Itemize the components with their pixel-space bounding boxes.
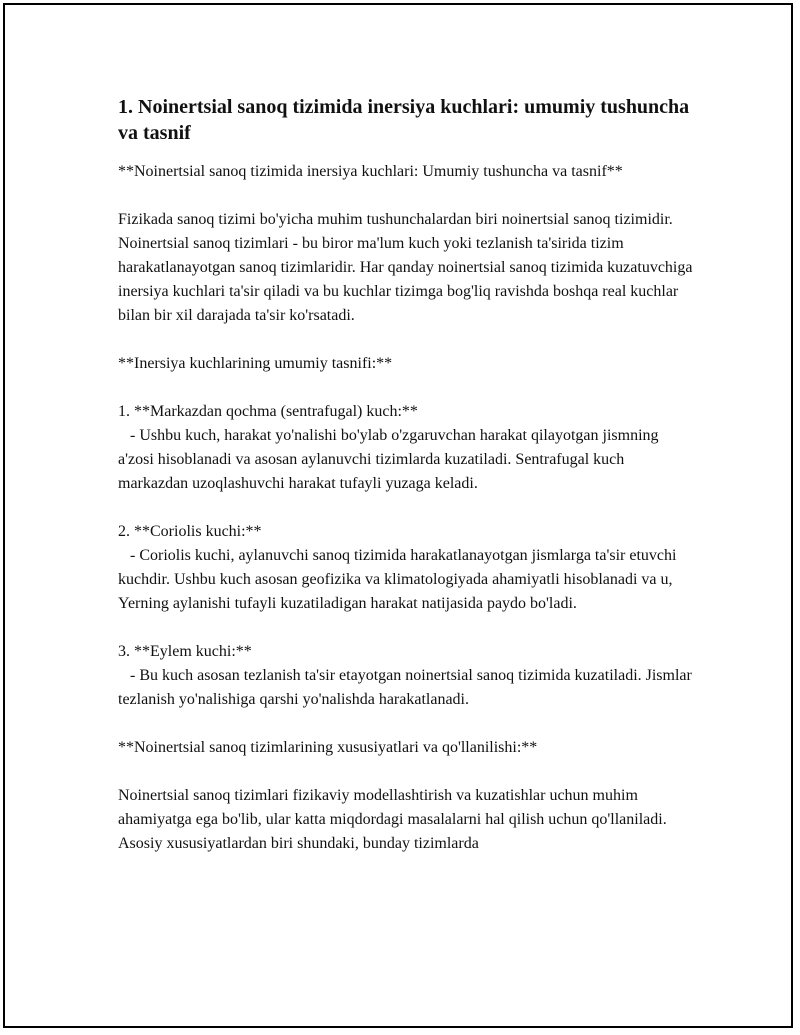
paragraph-classification-heading: **Inersiya kuchlarining umumiy tasnifi:** [118, 355, 393, 372]
paragraph-intro: Fizikada sanoq tizimi bo'yicha muhim tushunchalardan biri noinertsial sanoq tizimidir. Noinertsial sanoq tizimlari - bu biror ma'lum kuch yoki tezlanish ta'sirida tizim harakatlanayotgan sanoq tizimlaridir. Har qanday noinertsial sanoq tizimida kuzatuvchiga inersiya kuchlari ta'sir qiladi va bu kuchlar tizimga bog'liq ravishda boshqa real kuchlar bilan bir xil darajada ta'sir ko'rsatadi. [118, 211, 697, 324]
paragraph-properties-heading: **Noinertsial sanoq tizimlarining xususiyatlari va qo'llanilishi:** [118, 739, 538, 756]
paragraph-properties: Noinertsial sanoq tizimlari fizikaviy modellashtirish va kuzatishlar uchun muhim ahamiyatga ega bo'lib, ular katta miqdordagi masalalarni hal qilish uchun qo'llaniladi. Asosiy xususiyatlardan biri shundaki, bunday tizimlarda [118, 787, 670, 852]
list-item-centrifugal: 1. **Markazdan qochma (sentrafugal) kuch:** - Ushbu kuch, harakat yo'nalishi bo'ylab o'zgaruvchan harakat qilayotgan jismning a'zosi hisoblanadi va asosan aylanuvchi tizimlarda kuzatiladi. Sentrafugal kuch markazdan uzoqlashuvchi harakat tufayli yuzaga keladi. [118, 403, 659, 492]
document-title: 1. Noinertsial sanoq tizimida inersiya kuchlari: umumiy tushuncha va tasnif [118, 96, 690, 144]
list-item-eylem: 3. **Eylem kuchi:** - Bu kuch asosan tezlanish ta'sir etayotgan noinertsial sanoq tizimida kuzatiladi. Jismlar tezlanish yo'nalishiga qarshi yo'nalishda harakatlanadi. [118, 643, 692, 708]
document-body [118, 94, 698, 880]
list-item-coriolis: 2. **Coriolis kuchi:** - Coriolis kuchi, aylanuvchi sanoq tizimida harakatlanayotgan jismlarga ta'sir etuvchi kuchdir. Ushbu kuch asosan geofizika va klimatologiyada ahamiyatli hisoblanadi va u, Yerning aylanishi tufayli kuzatiladigan harakat natijasida paydo bo'ladi. [118, 523, 677, 612]
paragraph-heading: **Noinertsial sanoq tizimida inersiya kuchlari: Umumiy tushuncha va tasnif** [118, 163, 623, 180]
